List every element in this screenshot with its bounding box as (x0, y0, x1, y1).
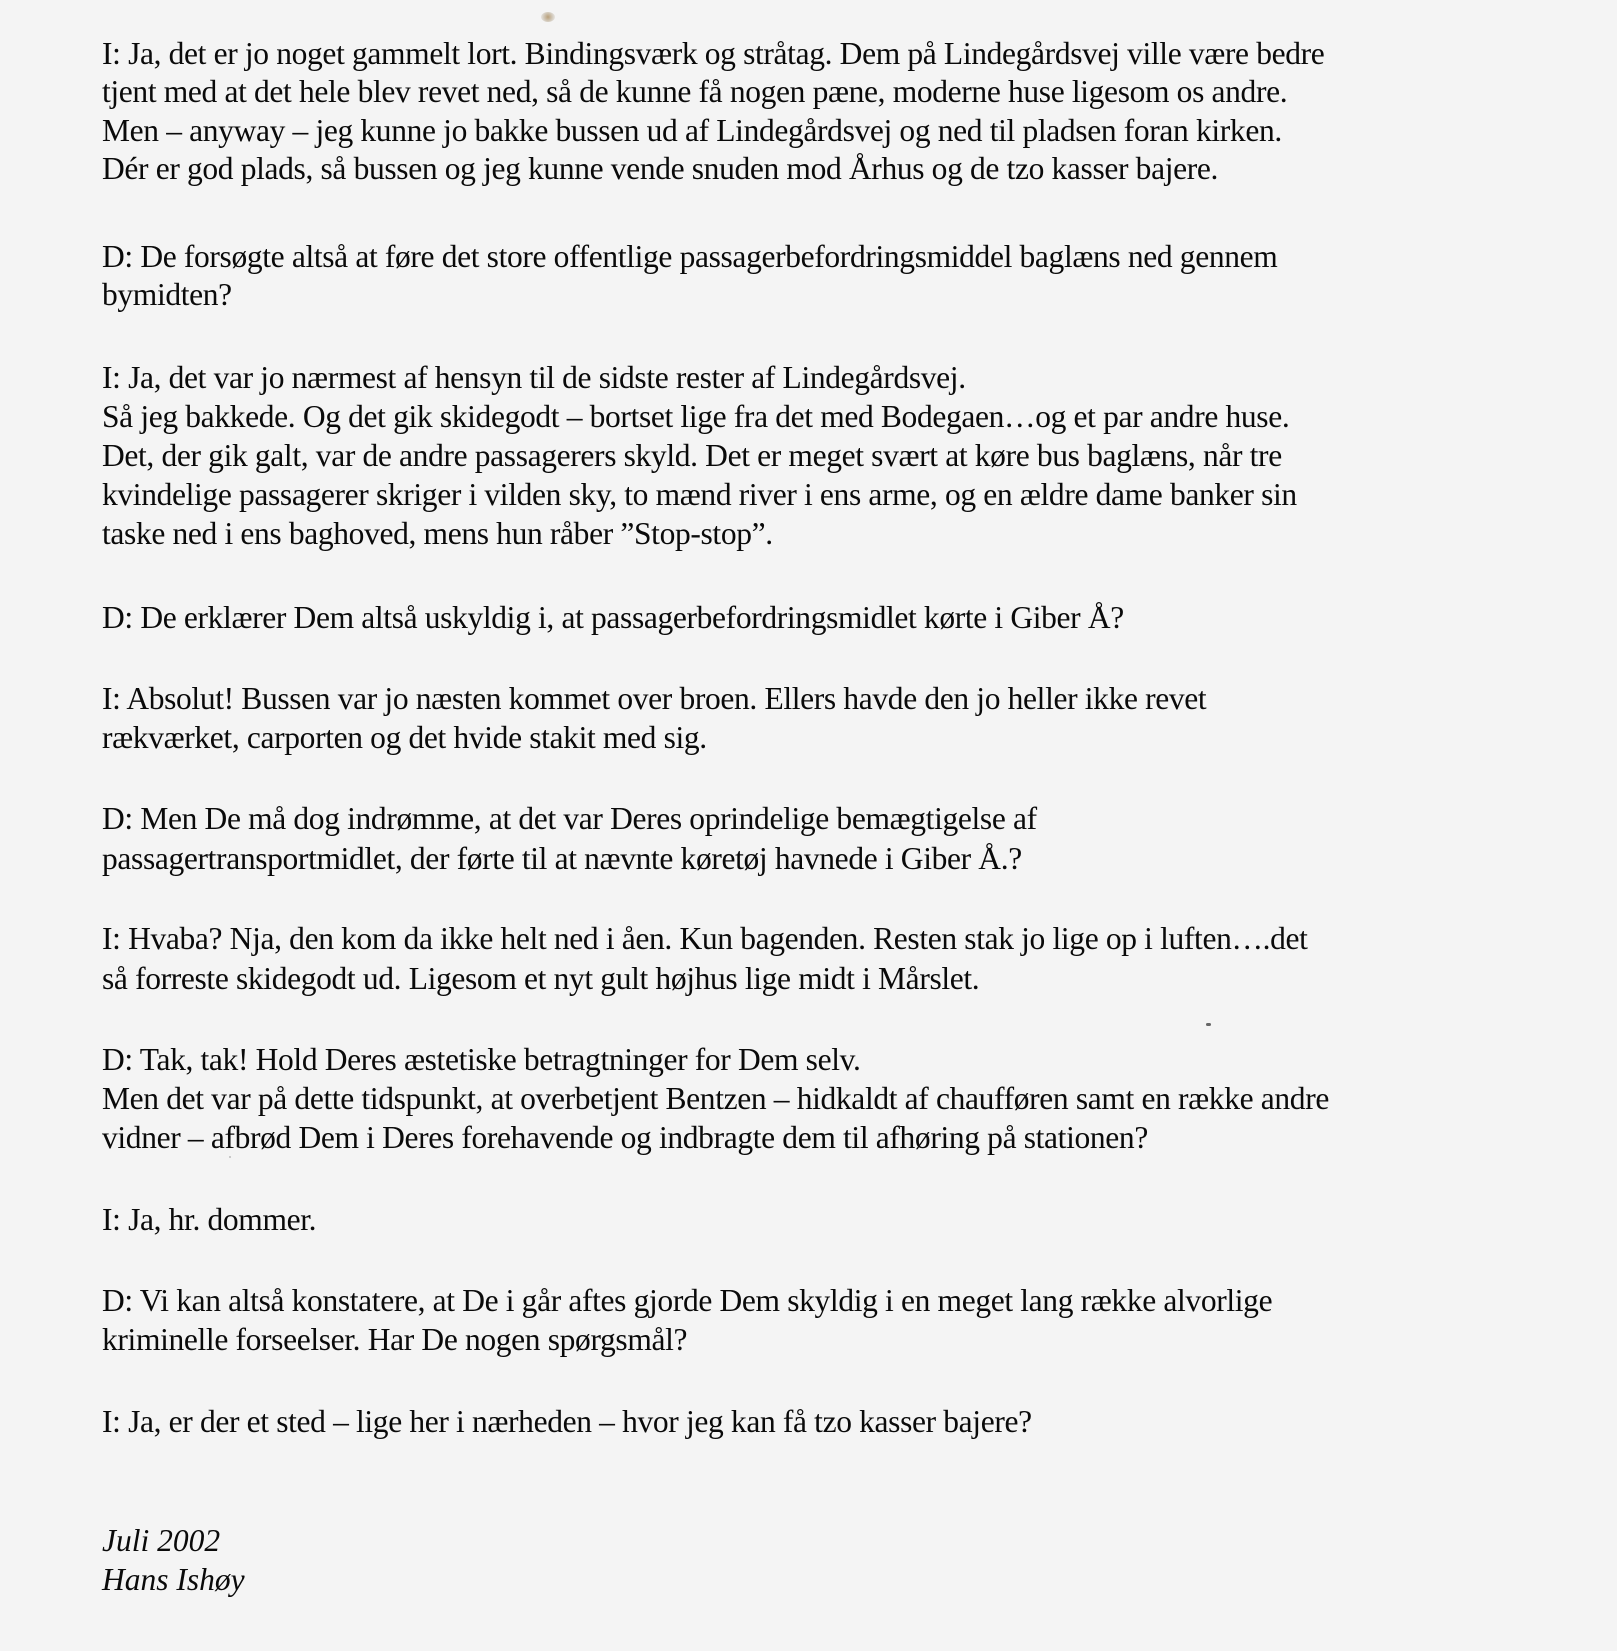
text-line: passagertransportmidlet, der førte til at nævnte køretøj havnede i Giber Å.? (102, 841, 1022, 876)
text-line: Men – anyway – jeg kunne jo bakke bussen ud af Lindegårdsvej og ned til pladsen foran kirken. (102, 113, 1282, 148)
text-line: D: Men De må dog indrømme, at det var Deres oprindelige bemægtigelse af (102, 801, 1037, 836)
signature-date: Juli 2002 (102, 1523, 221, 1558)
signature-author: Hans Ishøy (102, 1562, 245, 1597)
text-line: vidner – afbrød Dem i Deres forehavende og indbragte dem til afhøring på stationen? (102, 1120, 1148, 1155)
text-line: I: Hvaba? Nja, den kom da ikke helt ned i åen. Kun bagenden. Resten stak jo lige op i luften….det (102, 921, 1308, 956)
text-line: I: Ja, hr. dommer. (102, 1202, 317, 1237)
text-line: D: De forsøgte altså at føre det store offentlige passagerbefordringsmiddel baglæns ned gennem (102, 239, 1278, 274)
text-line: Dér er god plads, så bussen og jeg kunne vende snuden mod Århus og de tzo kasser bajere. (102, 151, 1219, 186)
text-line: Men det var på dette tidspunkt, at overbetjent Bentzen – hidkaldt af chaufføren samt en række andre (102, 1081, 1329, 1116)
text-line: kriminelle forseelser. Har De nogen spørgsmål? (102, 1322, 688, 1357)
text-line: Det, der gik galt, var de andre passagerers skyld. Det er meget svært at køre bus baglæns, når tre (102, 438, 1282, 473)
text-line: rækværket, carporten og det hvide stakit med sig. (102, 720, 707, 755)
text-line: kvindelige passagerer skriger i vilden sky, to mænd river i ens arme, og en ældre dame banker sin (102, 477, 1297, 512)
text-line: I: Ja, det er jo noget gammelt lort. Bindingsværk og stråtag. Dem på Lindegårdsvej ville være bedre (102, 36, 1325, 71)
text-line: I: Absolut! Bussen var jo næsten kommet over broen. Ellers havde den jo heller ikke revet (102, 681, 1207, 716)
text-line: tjent med at det hele blev revet ned, så de kunne få nogen pæne, moderne huse ligesom os andre. (102, 74, 1288, 109)
text-line: D: Vi kan altså konstatere, at De i går aftes gjorde Dem skyldig i en meget lang række alvorlige (102, 1283, 1273, 1318)
text-line: så forreste skidegodt ud. Ligesom et nyt gult højhus lige midt i Mårslet. (102, 961, 980, 996)
scan-speck (541, 12, 555, 22)
text-line: I: Ja, det var jo nærmest af hensyn til de sidste rester af Lindegårdsvej. (102, 360, 966, 395)
scan-speck (1206, 1023, 1211, 1026)
text-line: I: Ja, er der et sted – lige her i nærheden – hvor jeg kan få tzo kasser bajere? (102, 1404, 1032, 1439)
text-line: D: Tak, tak! Hold Deres æstetiske betragtninger for Dem selv. (102, 1042, 861, 1077)
text-line: bymidten? (102, 277, 232, 312)
text-line: D: De erklærer Dem altså uskyldig i, at passagerbefordringsmidlet kørte i Giber Å? (102, 600, 1124, 635)
text-line: taske ned i ens baghoved, mens hun råber ”Stop-stop”. (102, 516, 773, 551)
text-line: Så jeg bakkede. Og det gik skidegodt – bortset lige fra det med Bodegaen…og et par andre huse. (102, 399, 1290, 434)
